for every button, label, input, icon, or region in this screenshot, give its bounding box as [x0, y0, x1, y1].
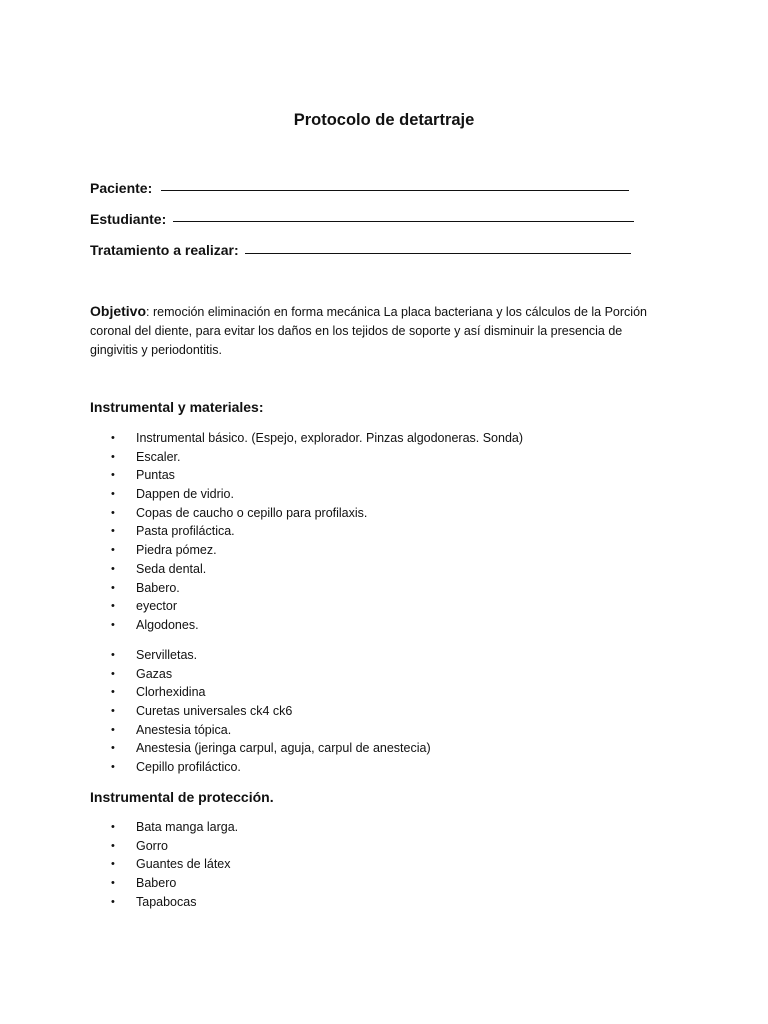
- list-item-text: Anestesia (jeringa carpul, aguja, carpul de anestecia): [136, 741, 431, 756]
- bullet-icon: •: [111, 705, 115, 718]
- bullet-icon: •: [111, 839, 115, 852]
- list-item: [111, 739, 431, 758]
- bullet-icon: •: [111, 581, 115, 594]
- objective-text: : remoción eliminación en forma mecánica La placa bacteriana y los cálculos de la Porción coronal del diente, para evitar los daños en los tejidos de soporte y así disminuir la presencia de gingivitis y periodontitis.: [90, 305, 647, 357]
- list-item: [111, 837, 238, 856]
- bullet-icon: •: [111, 877, 115, 890]
- bullet-icon: •: [111, 469, 115, 482]
- list-item: [111, 560, 523, 579]
- bullet-icon: •: [111, 525, 115, 538]
- list-item-text: Pasta profiláctica.: [136, 524, 235, 539]
- list-item-text: Anestesia tópica.: [136, 722, 232, 737]
- list-item: [111, 683, 431, 702]
- list-item-text: Gazas: [136, 666, 173, 681]
- materials-list-primary: [111, 429, 523, 635]
- list-item: [111, 758, 431, 777]
- treatment-label: Tratamiento a realizar:: [90, 242, 239, 258]
- objective-paragraph: [90, 302, 650, 360]
- list-item: [111, 874, 238, 893]
- bullet-icon: •: [111, 600, 115, 613]
- list-item: [111, 429, 523, 448]
- list-item: [111, 646, 431, 665]
- bullet-icon: •: [111, 723, 115, 736]
- bullet-icon: •: [111, 432, 115, 444]
- list-item: [111, 522, 523, 541]
- bullet-icon: •: [111, 858, 115, 871]
- bullet-icon: •: [111, 506, 115, 519]
- patient-blank-line: [161, 190, 629, 191]
- list-item-text: Puntas: [136, 468, 175, 483]
- list-item: [111, 818, 238, 837]
- list-item-text: Clorhexidina: [136, 685, 206, 700]
- treatment-blank-line: [245, 253, 631, 254]
- list-item-text: Servilletas.: [136, 648, 198, 662]
- list-item-text: eyector: [136, 599, 177, 614]
- list-item-text: Cepillo profiláctico.: [136, 760, 241, 775]
- bullet-icon: •: [111, 488, 115, 501]
- list-item: [111, 579, 523, 598]
- bullet-icon: •: [111, 761, 115, 774]
- list-item: [111, 597, 523, 616]
- bullet-icon: •: [111, 618, 115, 631]
- bullet-icon: •: [111, 821, 115, 833]
- list-item-text: Curetas universales ck4 ck6: [136, 704, 293, 719]
- protection-list: [111, 818, 238, 911]
- student-label: Estudiante:: [90, 211, 167, 227]
- list-item-text: Piedra pómez.: [136, 543, 217, 558]
- list-item-text: Seda dental.: [136, 561, 207, 576]
- protection-heading: Instrumental de protección.: [90, 789, 274, 805]
- bullet-icon: •: [111, 686, 115, 699]
- list-item-text: Copas de caucho o cepillo para profilaxis.: [136, 505, 368, 520]
- bullet-icon: •: [111, 450, 115, 463]
- list-item-text: Babero: [136, 876, 177, 891]
- list-item: [111, 466, 523, 485]
- list-item: [111, 616, 523, 635]
- bullet-icon: •: [111, 667, 115, 680]
- bullet-icon: •: [111, 895, 115, 908]
- list-item: [111, 504, 523, 523]
- list-item: [111, 485, 523, 504]
- document-title: Protocolo de detartraje: [293, 111, 475, 129]
- list-item: [111, 721, 431, 740]
- list-item-text: Instrumental básico. (Espejo, explorador. Pinzas algodoneras. Sonda): [136, 431, 524, 445]
- list-item: [111, 855, 238, 874]
- list-item-text: Guantes de látex: [136, 857, 231, 872]
- list-item: [111, 541, 523, 560]
- list-item-text: Algodones.: [136, 617, 199, 632]
- list-item: [111, 665, 431, 684]
- list-item: [111, 702, 431, 721]
- bullet-icon: •: [111, 649, 115, 661]
- objective-label: Objetivo: [90, 303, 147, 319]
- list-item-text: Gorro: [136, 838, 168, 853]
- list-item-text: Escaler.: [136, 449, 181, 464]
- bullet-icon: •: [111, 544, 115, 557]
- bullet-icon: •: [111, 562, 115, 575]
- student-blank-line: [173, 221, 634, 222]
- list-item-text: Bata manga larga.: [136, 820, 239, 834]
- patient-label: Paciente:: [90, 180, 153, 196]
- materials-list-secondary: [111, 646, 431, 777]
- bullet-icon: •: [111, 742, 115, 755]
- list-item-text: Dappen de vidrio.: [136, 487, 234, 502]
- list-item-text: Babero.: [136, 580, 180, 595]
- list-item: [111, 893, 238, 912]
- list-item: [111, 448, 523, 467]
- list-item-text: Tapabocas: [136, 894, 197, 909]
- materials-heading: Instrumental y materiales:: [90, 399, 264, 415]
